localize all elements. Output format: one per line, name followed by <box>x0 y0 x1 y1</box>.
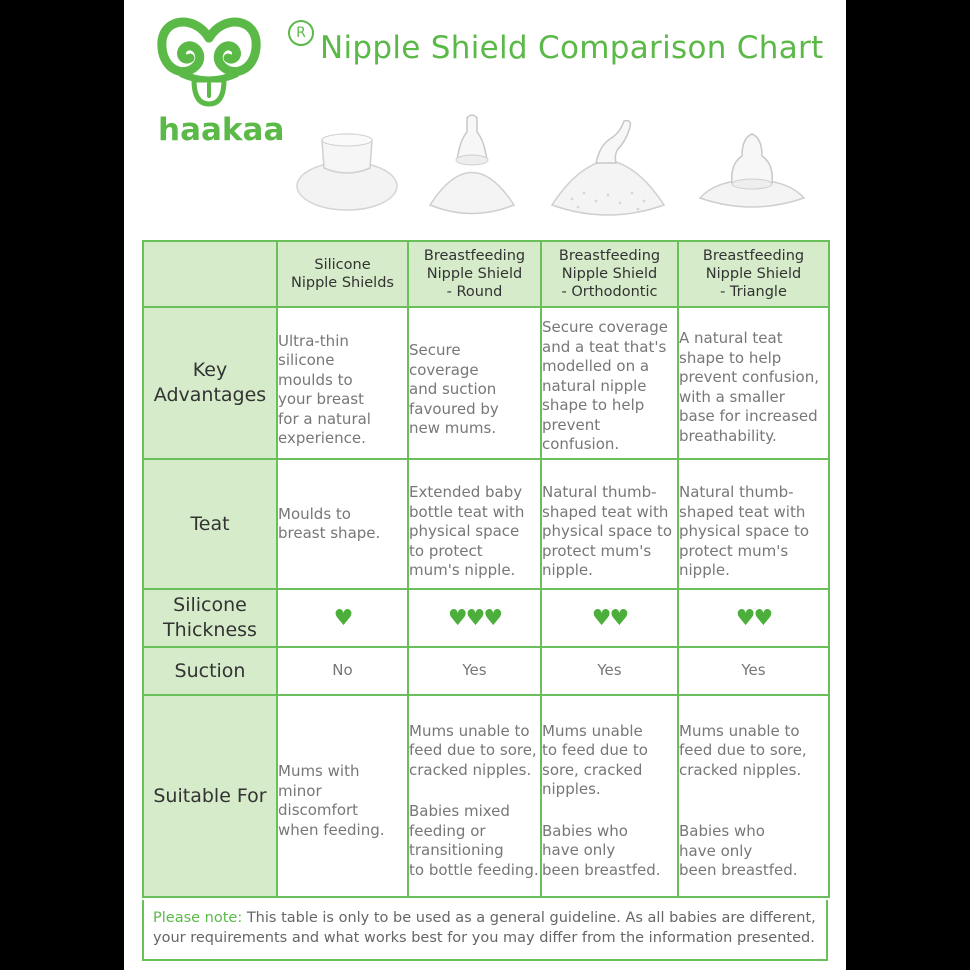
table-cell: No <box>277 647 408 695</box>
table-cell: A natural teat shape to help prevent confusion, with a smaller base for increased breathability. <box>678 307 829 459</box>
table-cell: Mums unable to feed due to sore, cracked nipples. Babies who have only been breastfed. <box>541 695 678 897</box>
table-cell: Secure coverage and a teat that's modelled on a natural nipple shape to help prevent confusion. <box>541 307 678 459</box>
table-cell: Extended baby bottle teat with physical space to protect mum's nipple. <box>408 459 541 589</box>
table-cell: Mums unable to feed due to sore, cracked nipples. Babies mixed feeding or transitioning to bottle feeding. <box>408 695 541 897</box>
column-header: Breastfeeding Nipple Shield - Round <box>408 241 541 307</box>
table-cell: Moulds to breast shape. <box>277 459 408 589</box>
haakaa-logo <box>154 8 306 148</box>
table-row <box>143 307 829 459</box>
row-label: Suction <box>143 647 277 695</box>
heart-icon: ♥ <box>447 605 466 631</box>
heart-icon: ♥ <box>735 605 754 631</box>
page <box>124 0 846 970</box>
thickness-hearts <box>678 589 829 647</box>
row-label: Teat <box>143 459 277 589</box>
table-cell: Yes <box>678 647 829 695</box>
comparison-table <box>142 240 830 898</box>
table-cell: Ultra-thin silicone moulds to your breast for a natural experience. <box>277 307 408 459</box>
orthodontic-shield-image <box>548 115 668 223</box>
row-label: Suitable For <box>143 695 277 897</box>
header-corner <box>143 241 277 307</box>
column-header: Breastfeeding Nipple Shield - Orthodontic <box>541 241 678 307</box>
note-lead: Please note: <box>153 910 243 926</box>
table-cell: Yes <box>408 647 541 695</box>
brand-name: haakaa <box>158 112 285 148</box>
table-row <box>143 459 829 589</box>
table-cell: Natural thumb- shaped teat with physical space to protect mum's nipple. <box>678 459 829 589</box>
table-row <box>143 589 829 647</box>
heart-icon: ♥ <box>609 605 628 631</box>
heart-icon: ♥ <box>753 605 772 631</box>
table-cell: Natural thumb- shaped teat with physical space to protect mum's nipple. <box>541 459 678 589</box>
table-cell: Mums with minor discomfort when feeding. <box>277 695 408 897</box>
header-row <box>143 241 829 307</box>
heart-icon: ♥ <box>591 605 610 631</box>
row-label: Silicone Thickness <box>143 589 277 647</box>
heart-icon: ♥ <box>333 605 352 631</box>
silicone-shield-image <box>292 128 402 218</box>
registered-mark: R <box>288 20 314 46</box>
thickness-hearts <box>277 589 408 647</box>
triangle-shield-image <box>696 128 808 218</box>
page-title: Nipple Shield Comparison Chart <box>320 30 824 66</box>
column-header: Breastfeeding Nipple Shield - Triangle <box>678 241 829 307</box>
row-label: Key Advantages <box>143 307 277 459</box>
table-row <box>143 647 829 695</box>
table-row <box>143 695 829 897</box>
table-cell: Mums unable to feed due to sore, cracked nipples. Babies who have only been breastfed. <box>678 695 829 897</box>
table-cell: Yes <box>541 647 678 695</box>
heart-icon: ♥ <box>465 605 484 631</box>
logo-face-icon <box>154 8 264 108</box>
thickness-hearts <box>541 589 678 647</box>
heart-icon: ♥ <box>483 605 502 631</box>
table-cell: Secure coverage and suction favoured by new mums. <box>408 307 541 459</box>
note-text: This table is only to be used as a general guideline. As all babies are different, your requirements and what works best for you may differ from the information presented. <box>153 910 816 946</box>
disclaimer-note <box>142 900 828 961</box>
round-shield-image <box>422 110 522 225</box>
column-header: Silicone Nipple Shields <box>277 241 408 307</box>
thickness-hearts <box>408 589 541 647</box>
